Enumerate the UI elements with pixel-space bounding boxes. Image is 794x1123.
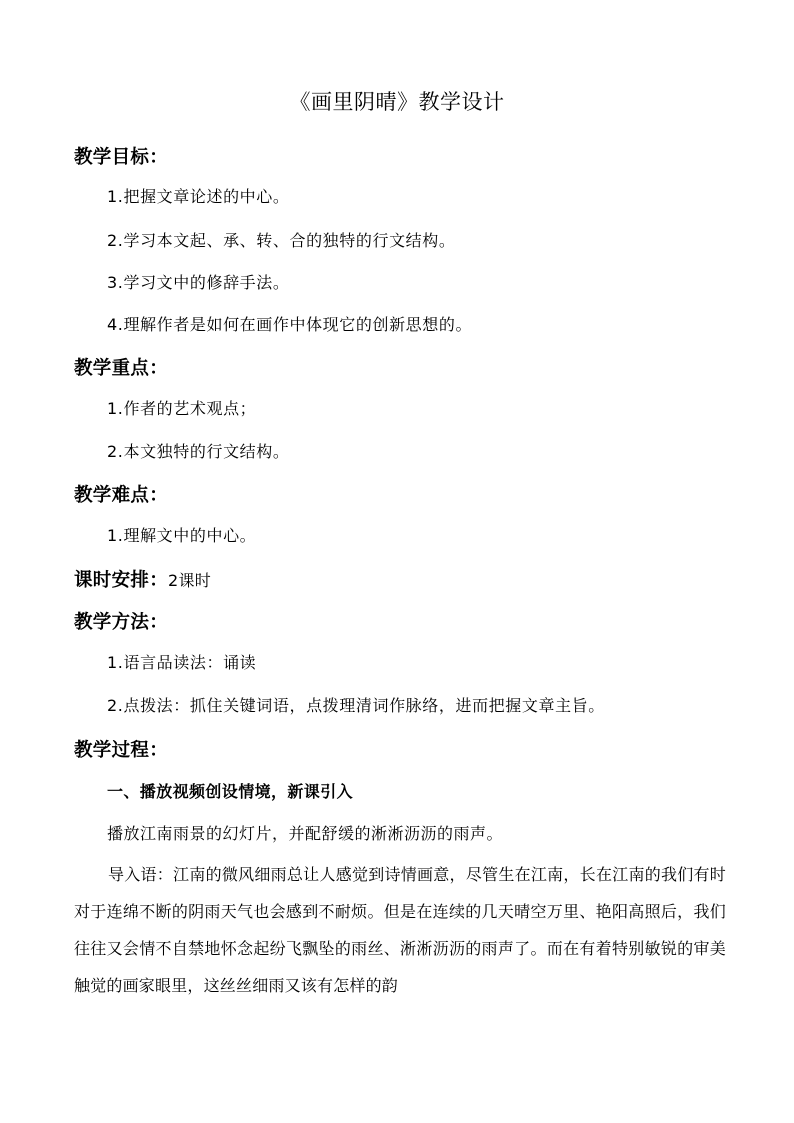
schedule-label: 课时安排： [74, 570, 169, 591]
process-paragraph-2: 导入语：江南的微风细雨总让人感觉到诗情画意，尽管生在江南，长在江南的我们有时对于连绵不断的阴雨天气也会感到不耐烦。但是在连续的几天晴空万里、艳阳高照后，我们往往又会情不自禁地怀念起纷飞飘坠的雨丝、淅淅沥沥的雨声了。而在有着特别敏锐的审美触觉的画家眼里，这丝丝细雨又该有怎样的韵 [74, 865, 726, 995]
schedule-value: 2课时 [168, 571, 212, 590]
process-paragraph-1: 播放江南雨景的幻灯片，并配舒缓的淅淅沥沥的雨声。 [107, 824, 504, 843]
process-section-1-heading: 一、播放视频创设情境，新课引入 [107, 782, 354, 801]
objective-item-4: 4.理解作者是如何在画作中体现它的创新思想的。 [107, 315, 473, 334]
process-heading: 教学过程： [74, 740, 169, 761]
objectives-heading: 教学目标： [74, 147, 169, 168]
methods-heading: 教学方法： [74, 612, 169, 633]
key-points-heading: 教学重点： [74, 358, 169, 379]
schedule-row [74, 566, 211, 592]
key-point-item-2: 2.本文独特的行文结构。 [107, 442, 290, 461]
method-item-1: 1.语言品读法：诵读 [107, 653, 257, 672]
method-item-2: 2.点拨法：抓住关键词语，点拨理清词作脉络，进而把握文章主旨。 [107, 696, 605, 715]
objective-item-1: 1.把握文章论述的中心。 [107, 187, 290, 206]
objective-item-2: 2.学习本文起、承、转、合的独特的行文结构。 [107, 231, 456, 250]
page-title: 《画里阴晴》教学设计 [289, 90, 505, 114]
key-point-item-1: 1.作者的艺术观点； [107, 399, 257, 418]
difficult-point-item-1: 1.理解文中的中心。 [107, 526, 257, 545]
difficult-points-heading: 教学难点： [74, 485, 169, 506]
objective-item-3: 3.学习文中的修辞手法。 [107, 273, 290, 292]
